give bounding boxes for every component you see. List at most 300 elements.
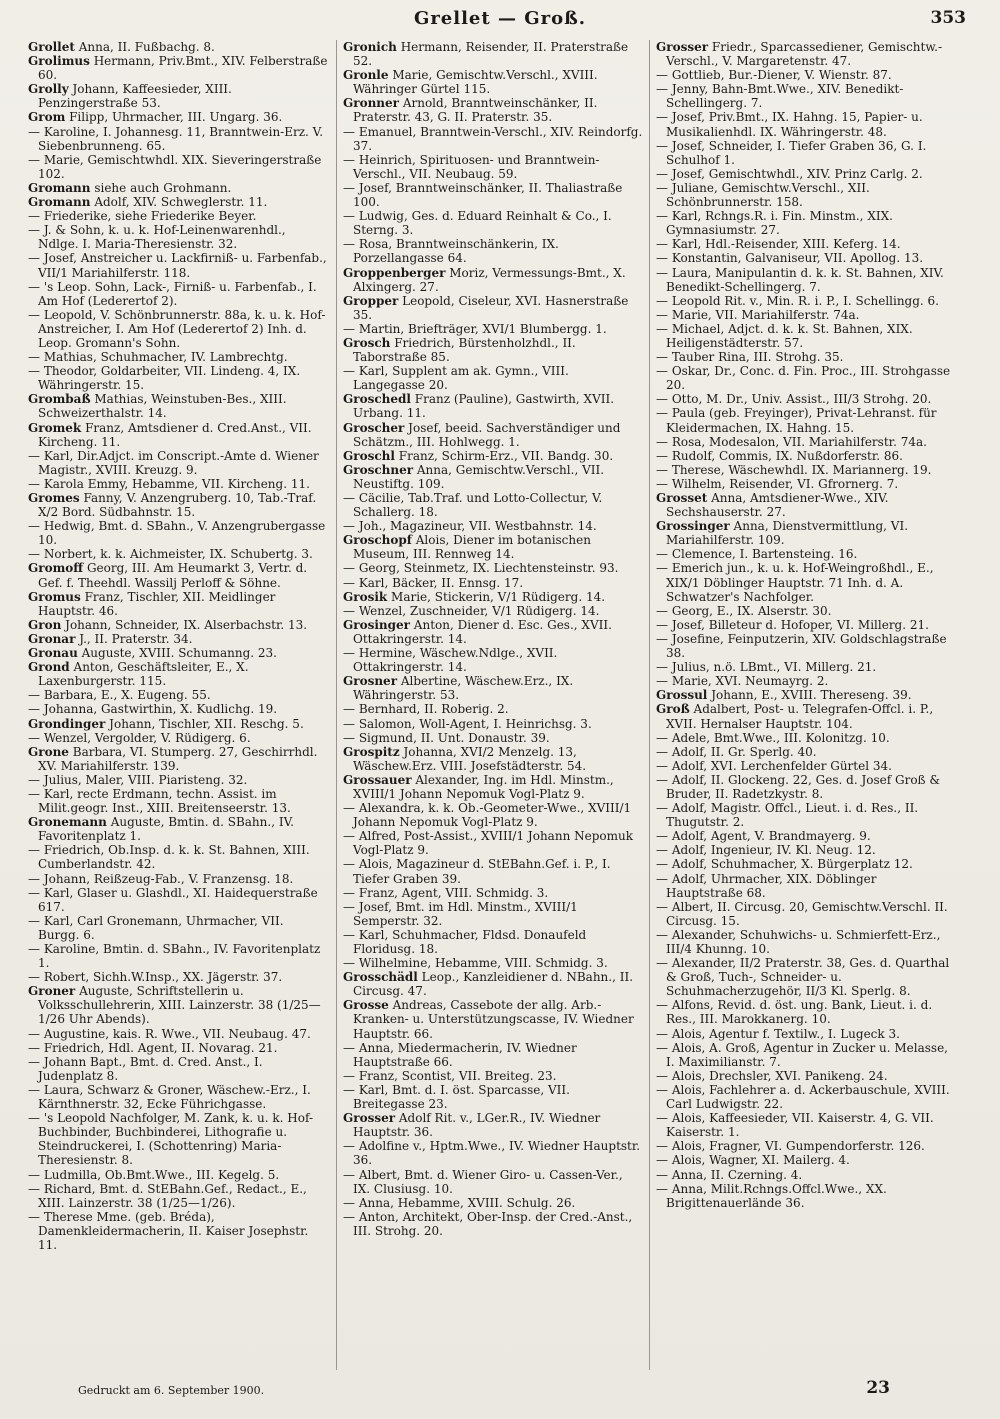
directory-entry (343, 956, 643, 970)
entry-text: — Alois, Magazineur d. StEBahn.Gef. i. P., I. Tiefer Graben 39. (343, 857, 611, 886)
entry-text: Adolf, XIV. Schweglerstr. 11. (94, 195, 268, 210)
entry-text: — Adolfine v., Hptm.Wwe., IV. Wiedner Hauptstr. 36. (343, 1139, 641, 1168)
entry-text: Anna, Amtsdiener-Wwe., XIV. Sechshauserstr. 27. (666, 491, 889, 520)
entry-text: — Martin, Briefträger, XVI/1 Blumbergg. 1. (343, 321, 607, 336)
entry-text: — Anton, Architekt, Ober-Insp. der Cred.-Anst., III. Strohg. 20. (343, 1209, 633, 1238)
entry-text: — 's Leop. Sohn, Lack-, Firniß- u. Farbenfab., I. Am Hof (Lederertof 2). (28, 279, 317, 308)
directory-entry (28, 942, 328, 970)
directory-entry (28, 195, 328, 209)
directory-entry (343, 590, 643, 604)
entry-text: — Karl, Bäcker, II. Ennsg. 17. (343, 575, 524, 590)
directory-entry (656, 956, 956, 998)
directory-entry (28, 223, 328, 251)
directory-entry (28, 745, 328, 773)
directory-entry (28, 1083, 328, 1111)
entry-text: Anna, II. Fußbachg. 8. (78, 40, 215, 54)
entry-text: Albertine, Wäschew.Erz., IX. Währingerstr. 53. (353, 674, 574, 703)
entry-text: — Laura, Schwarz & Groner, Wäschew.-Erz., I. Kärnthnerstr. 32, Ecke Führichgasse. (28, 1082, 311, 1112)
entry-text: — Marie, VII. Mariahilferstr. 74a. (656, 307, 860, 322)
directory-entry (343, 125, 643, 153)
entry-text: — Wenzel, Vergolder, V. Rüdigerg. 6. (28, 730, 251, 745)
directory-entry (343, 717, 643, 731)
directory-entry (656, 604, 956, 618)
entry-surname: Grolimus (28, 54, 90, 69)
column-1 (28, 40, 328, 1370)
directory-entry (343, 970, 643, 998)
directory-entry (28, 491, 328, 519)
directory-entry (656, 139, 956, 167)
directory-entry (343, 576, 643, 590)
page-header (0, 6, 1000, 36)
entry-text: — Alois, Drechsler, XVI. Panikeng. 24. (656, 1068, 888, 1083)
directory-entry (656, 477, 956, 491)
entry-text: — Alois, A. Groß, Agentur in Zucker u. Melasse, I. Maximilianstr. 7. (656, 1040, 948, 1069)
entry-surname: Gronle (343, 68, 389, 83)
directory-entry (343, 674, 643, 702)
directory-entry (656, 618, 956, 632)
entry-text: — Alexandra, k. k. Ob.-Geometer-Wwe., XVIII/1 Johann Nepomuk Vogl-Platz 9. (343, 801, 632, 830)
directory-entry (343, 998, 643, 1040)
directory-entry (343, 364, 643, 392)
directory-entry (656, 237, 956, 251)
entry-text: — Josef, Bmt. im Hdl. Minstm., XVIII/1 Semperstr. 32. (343, 899, 578, 928)
directory-entry (656, 209, 956, 237)
directory-entry (28, 984, 328, 1026)
page-number: 353 (930, 8, 966, 28)
entry-text: Auguste, Bmtin. d. SBahn., IV. Favoritenplatz 1. (38, 815, 294, 844)
entry-text: — Johann, Reißzeug-Fab., V. Franzensg. 18. (28, 871, 294, 886)
entry-surname: Groner (28, 984, 76, 999)
entry-text: Auguste, XVIII. Schumanng. 23. (81, 646, 277, 661)
entry-surname: Grollet (28, 40, 75, 54)
directory-entry (343, 209, 643, 237)
entry-text: — Karl, Hdl.-Reisender, XIII. Keferg. 14. (656, 237, 901, 252)
entry-text: — Adolf, XVI. Lerchenfelder Gürtel 34. (656, 758, 892, 773)
entry-text: — Rosa, Modesalon, VII. Mariahilferstr. 74a. (656, 434, 927, 449)
directory-entry (343, 829, 643, 857)
entry-text: Alexander, Ing. im Hdl. Minstm., XVIII/1 Johann Nepomuk Vogl-Platz 9. (353, 772, 614, 801)
directory-entry (656, 857, 956, 871)
directory-entry (656, 350, 956, 364)
directory-entry (656, 491, 956, 519)
entry-surname: Gromann (28, 180, 91, 195)
directory-entry (656, 1041, 956, 1069)
entry-surname: Groschner (343, 462, 414, 477)
directory-entry (656, 745, 956, 759)
entry-text: — 's Leopold Nachfolger, M. Zank, k. u. k. Hof-Buchbinder, Buchbinderei, Lithografie u. Steindruckerei, I. (Schottenring) Maria-Theresienstr. 8. (28, 1111, 314, 1168)
directory-entry (656, 463, 956, 477)
directory-entry (28, 872, 328, 886)
directory-entry (28, 1041, 328, 1055)
entry-text: — Norbert, k. k. Aichmeister, IX. Schubertg. 3. (28, 547, 313, 562)
entry-surname: Gromek (28, 420, 82, 435)
entry-text: siehe auch Grohmann. (94, 180, 232, 195)
entry-text: — Leopold, V. Schönbrunnerstr. 88a, k. u. k. Hof-Anstreicher, I. Am Hof (Lederertof 2) Inh. d. Leop. Gromann's Sohn. (28, 307, 326, 350)
column-3 (656, 40, 956, 1370)
entry-text: — Therese Mme. (geb. Bréda), Damenkleidermacherin, II. Kaiser Josephstr. 11. (28, 1209, 309, 1252)
directory-entry (656, 1139, 956, 1153)
entry-text: Hermann, Reisender, II. Praterstraße 52. (353, 40, 629, 69)
directory-entry (28, 815, 328, 843)
directory-entry (343, 745, 643, 773)
entry-surname: Grosinger (343, 617, 410, 632)
directory-entry (28, 519, 328, 547)
directory-entry (656, 435, 956, 449)
directory-entry (343, 1083, 643, 1111)
entry-text: — Salomon, Woll-Agent, I. Heinrichsg. 3. (343, 716, 592, 731)
running-title: Grellet — Groß. (413, 8, 587, 29)
entry-text: — Heinrich, Spirituosen- und Branntwein-Verschl., VII. Neubaug. 59. (343, 152, 600, 181)
entry-text: Arnold, Branntweinschänker, II. Praterstr. 43, G. II. Praterstr. 35. (353, 96, 598, 125)
directory-entry (656, 364, 956, 392)
directory-entry (656, 688, 956, 702)
entry-surname: Gromann (28, 195, 91, 210)
entry-surname: Grossul (656, 688, 708, 703)
entry-text: — Laura, Manipulantin d. k. k. St. Bahnen, XIV. Benedikt-Schellingerg. 7. (656, 265, 944, 294)
entry-text: — Georg, Steinmetz, IX. Liechtensteinstr. 93. (343, 561, 619, 576)
entry-text: — Wilhelm, Reisender, VI. Gfrornerg. 7. (656, 476, 899, 491)
entry-text: — Clemence, I. Bartensteing. 16. (656, 547, 858, 562)
entry-text: — Friedrich, Ob.Insp. d. k. k. St. Bahnen, XIII. Cumberlandstr. 42. (28, 843, 310, 872)
directory-entry (656, 759, 956, 773)
directory-entry (28, 1182, 328, 1210)
entry-text: — Wilhelmine, Hebamme, VIII. Schmidg. 3. (343, 956, 608, 971)
print-date: Gedruckt am 6. September 1900. (78, 1384, 265, 1397)
entry-text: — Josef, Priv.Bmt., IX. Hahng. 15, Papier- u. Musikalienhdl. IX. Währingerstr. 48. (656, 110, 923, 139)
entry-text: — J. & Sohn, k. u. k. Hof-Leinenwarenhdl., Ndlge. I. Maria-Theresienstr. 32. (28, 223, 286, 252)
directory-entry (343, 1069, 643, 1083)
entry-text: — Juliane, Gemischtw.Verschl., XII. Schönbrunnerstr. 158. (656, 180, 870, 210)
entry-text: — Georg, E., IX. Alserstr. 30. (656, 603, 832, 618)
entry-surname: Grombaß (28, 392, 91, 407)
entry-text: — Albert, Bmt. d. Wiener Giro- u. Cassen-Ver., IX. Clusiusg. 10. (343, 1167, 623, 1196)
entry-surname: Grosner (343, 674, 398, 689)
sheet-number: 23 (866, 1378, 890, 1398)
directory-entry (343, 1139, 643, 1167)
entry-surname: Grosset (656, 491, 708, 505)
entry-text: — Alois, Agentur f. Textilw., I. Lugeck 3. (656, 1026, 900, 1041)
entry-surname: Grosse (343, 998, 389, 1013)
entry-text: Franz, Tischler, XII. Meidlinger Hauptstr. 46. (38, 589, 276, 618)
directory-entry (343, 449, 643, 463)
page-footer (0, 1378, 1000, 1406)
entry-text: — Michael, Adjct. d. k. k. St. Bahnen, XIX. Heiligenstädterstr. 57. (656, 321, 913, 350)
directory-entry (28, 280, 328, 308)
directory-entry (28, 618, 328, 632)
directory-entry (656, 1069, 956, 1083)
column-2 (343, 40, 643, 1370)
directory-entry (656, 829, 956, 843)
entry-text: — Josef, Billeteur d. Hofoper, VI. Millerg. 21. (656, 617, 929, 632)
directory-entry (343, 1196, 643, 1210)
entry-text: Franz, Schirm-Erz., VII. Bandg. 30. (398, 448, 614, 463)
directory-entry (28, 717, 328, 731)
directory-entry (656, 1153, 956, 1167)
entry-text: — Anna, Milit.Rchngs.Offcl.Wwe., XX. Brigittenauerlände 36. (656, 1181, 887, 1210)
entry-text: — Karoline, Bmtin. d. SBahn., IV. Favoritenplatz 1. (28, 942, 321, 971)
directory-entry (656, 1182, 956, 1210)
directory-entry (656, 843, 956, 857)
directory-entry (28, 702, 328, 716)
directory-entry (28, 731, 328, 745)
directory-entry (343, 68, 643, 96)
entry-text: — Anna, Miedermacherin, IV. Wiedner Hauptstraße 66. (343, 1040, 577, 1069)
entry-text: — Alexander, II/2 Praterstr. 38, Ges. d. Quarthal & Groß, Tuch-, Schneider- u. Schuhmacherzugehör, II/3 Kl. Sperlg. 8. (656, 956, 950, 999)
entry-text: Fanny, V. Anzengruberg. 10, Tab.-Traf. X/2 Bord. Südbahnstr. 15. (38, 491, 317, 520)
entry-text: — Augustine, kais. R. Wwe., VII. Neubaug. 47. (28, 1026, 311, 1041)
directory-entry (28, 660, 328, 688)
entry-text: — Ludwig, Ges. d. Eduard Reinhalt & Co., I. Sterng. 3. (343, 209, 612, 238)
entry-text: — Karl, Glaser u. Glashdl., XI. Haidequerstraße 617. (28, 885, 318, 914)
entry-text: — Karl, Supplent am ak. Gymn., VIII. Langegasse 20. (343, 364, 569, 393)
entry-surname: Gronich (343, 40, 397, 54)
entry-surname: Groscher (343, 420, 405, 435)
entry-surname: Groschedl (343, 392, 411, 407)
directory-entry (656, 998, 956, 1026)
directory-entry (343, 604, 643, 618)
entry-text: — Karola Emmy, Hebamme, VII. Kircheng. 11. (28, 476, 310, 491)
directory-entry (656, 40, 956, 68)
entry-text: Leop., Kanzleidiener d. NBahn., II. Circusg. 47. (353, 970, 634, 999)
entry-text: — Otto, M. Dr., Univ. Assist., III/3 Strohg. 20. (656, 392, 932, 407)
entry-surname: Grossinger (656, 519, 730, 534)
entry-text: Leopold, Ciseleur, XVI. Hasnerstraße 35. (353, 293, 629, 322)
entry-text: — Wenzel, Zuschneider, V/1 Rüdigerg. 14. (343, 603, 600, 618)
directory-entry (28, 181, 328, 195)
entry-surname: Gromes (28, 491, 80, 505)
entry-surname: Grospitz (343, 744, 400, 759)
directory-entry (656, 1168, 956, 1182)
entry-text: — Cäcilie, Tab.Traf. und Lotto-Collectur, V. Schallerg. 18. (343, 491, 603, 520)
directory-entry (28, 449, 328, 477)
directory-entry (656, 392, 956, 406)
directory-entry (28, 1027, 328, 1041)
directory-entry (28, 886, 328, 914)
directory-entry (28, 350, 328, 364)
directory-entry (343, 336, 643, 364)
entry-text: — Julius, n.ö. LBmt., VI. Millerg. 21. (656, 660, 877, 675)
entry-text: — Franz, Scontist, VII. Breiteg. 23. (343, 1068, 557, 1083)
directory-entry (656, 632, 956, 660)
entry-surname: Grond (28, 660, 70, 675)
directory-entry (656, 773, 956, 801)
entry-surname: Groppenberger (343, 265, 446, 280)
entry-text: — Josef, Branntweinschänker, II. Thaliastraße 100. (343, 180, 623, 210)
directory-entry (343, 646, 643, 674)
directory-entry (343, 1210, 643, 1238)
entry-text: Alois, Diener im botanischen Museum, III. Rennweg 14. (353, 533, 591, 562)
entry-text: — Karoline, I. Johannesg. 11, Branntwein-Erz. V. Siebenbrunneng. 65. (28, 124, 324, 153)
entry-text: Moriz, Vermessungs-Bmt., X. Alxingerg. 27. (353, 265, 626, 294)
entry-text: — Tauber Rina, III. Strohg. 35. (656, 350, 844, 365)
entry-text: — Oskar, Dr., Conc. d. Fin. Proc., III. Strohgasse 20. (656, 364, 951, 393)
entry-text: — Rudolf, Commis, IX. Nußdorferstr. 86. (656, 448, 903, 463)
entry-text: — Josef, Anstreicher u. Lackfirniß- u. Farbenfab., VII/1 Mariahilferstr. 118. (28, 251, 327, 280)
entry-text: — Franz, Agent, VIII. Schmidg. 3. (343, 885, 549, 900)
entry-text: Marie, Gemischtw.Verschl., XVIII. Währinger Gürtel 115. (353, 68, 598, 97)
directory-entry (656, 702, 956, 730)
directory-entry (28, 561, 328, 589)
entry-text: — Alfred, Post-Assist., XVIII/1 Johann Nepomuk Vogl-Platz 9. (343, 829, 633, 858)
entry-text: — Ludmilla, Ob.Bmt.Wwe., III. Kegelg. 5. (28, 1167, 280, 1182)
directory-entry (656, 1111, 956, 1139)
entry-surname: Groschl (343, 448, 395, 463)
entry-surname: Groschopf (343, 533, 412, 548)
entry-surname: Grosser (656, 40, 709, 54)
entry-text: — Anna, Hebamme, XVIII. Schulg. 26. (343, 1195, 576, 1210)
directory-entry (343, 266, 643, 294)
directory-entry (28, 1168, 328, 1182)
entry-text: Friedrich, Bürstenholzhdl., II. Taborstraße 85. (353, 335, 576, 365)
entry-surname: Grosschädl (343, 970, 418, 985)
entry-text: — Alois, Wagner, XI. Mailerg. 4. (656, 1153, 850, 1168)
directory-entry (343, 801, 643, 829)
entry-text: — Johanna, Gastwirthin, X. Kudlichg. 19. (28, 702, 278, 717)
entry-surname: Gromus (28, 589, 81, 604)
entry-text: — Barbara, E., X. Eugeng. 55. (28, 688, 211, 703)
directory-entry (28, 843, 328, 871)
entry-text: — Gottlieb, Bur.-Diener, V. Wienstr. 87. (656, 68, 892, 83)
entry-text: Johann, Kaffeesieder, XIII. Penzingerstraße 53. (38, 82, 232, 111)
entry-text: — Alfons, Revid. d. öst. ung. Bank, Lieut. i. d. Res., III. Marokkanerg. 10. (656, 998, 933, 1027)
entry-text: Auguste, Schriftstellerin u. Volksschullehrerin, XIII. Lainzerstr. 38 (1/25—1/26 Uhr Abends). (38, 984, 321, 1027)
directory-entry (28, 110, 328, 124)
directory-entry (343, 294, 643, 322)
directory-entry (28, 646, 328, 660)
entry-text: Adolf Rit. v., LGer.R., IV. Wiedner Hauptstr. 36. (353, 1111, 601, 1140)
entry-text: — Adolf, Schuhmacher, X. Bürgerplatz 12. (656, 857, 913, 872)
directory-entry (343, 773, 643, 801)
entry-text: — Anna, II. Czerning. 4. (656, 1167, 803, 1182)
directory-entry (28, 54, 328, 82)
entry-surname: Grossauer (343, 772, 412, 787)
entry-text: — Jenny, Bahn-Bmt.Wwe., XIV. Benedikt-Schellingerg. 7. (656, 82, 904, 111)
entry-surname: Grone (28, 744, 69, 759)
directory-entry (343, 40, 643, 68)
directory-entry (656, 449, 956, 463)
directory-entry (28, 209, 328, 223)
directory-entry (656, 872, 956, 900)
entry-text: Friedr., Sparcassediener, Gemischtw.-Verschl., V. Margaretenstr. 47. (666, 40, 943, 69)
entry-text: — Marie, Gemischtwhdl. XIX. Sieveringerstraße 102. (28, 152, 322, 181)
entry-text: — Alexander, Schuhwichs- u. Schmierfett-Erz., III/4 Khunng. 10. (656, 927, 941, 956)
entry-text: Josef, beeid. Sachverständiger und Schätzm., III. Hohlwegg. 1. (353, 420, 621, 449)
entry-text: Anna, Dienstvermittlung, VI. Mariahilferstr. 109. (666, 519, 909, 548)
directory-entry (28, 125, 328, 153)
directory-entry (343, 519, 643, 533)
directory-entry (656, 1027, 956, 1041)
entry-text: Anna, Gemischtw.Verschl., VII. Neustiftg. 109. (353, 462, 605, 491)
directory-entry (28, 970, 328, 984)
directory-entry (656, 928, 956, 956)
directory-entry (28, 547, 328, 561)
entry-text: Franz (Pauline), Gastwirth, XVII. Urbang. 11. (353, 392, 615, 421)
directory-entry (343, 731, 643, 745)
directory-entry (343, 533, 643, 561)
entry-text: — Alois, Fachlehrer a. d. Ackerbauschule, XVIII. Carl Ludwigstr. 22. (656, 1082, 950, 1112)
entry-text: — Friedrich, Hdl. Agent, II. Novarag. 21. (28, 1040, 278, 1055)
directory-entry (656, 660, 956, 674)
directory-entry (28, 914, 328, 942)
directory-entry (343, 561, 643, 575)
entry-surname: Grom (28, 110, 66, 125)
entry-text: Johann, Schneider, IX. Alserbachstr. 13. (65, 617, 308, 632)
directory-entry (656, 1083, 956, 1111)
entry-surname: Gronau (28, 646, 78, 661)
directory-entry (28, 153, 328, 181)
entry-text: Hermann, Priv.Bmt., XIV. Felberstraße 60. (38, 54, 328, 83)
directory-entry (656, 322, 956, 350)
entry-text: — Hedwig, Bmt. d. SBahn., V. Anzengrubergasse 10. (28, 519, 326, 548)
entry-text: — Alois, Fragner, VI. Gumpendorferstr. 126. (656, 1139, 925, 1154)
entry-text: — Karl, Dir.Adjct. im Conscript.-Amte d. Wiener Magistr., XVIII. Kreuzg. 9. (28, 448, 319, 477)
directory-entry (343, 618, 643, 646)
entry-surname: Gromoff (28, 561, 84, 576)
entry-text: Anton, Diener d. Esc. Ges., XVII. Ottakringerstr. 14. (353, 617, 612, 646)
directory-entry (656, 167, 956, 181)
entry-text: — Joh., Magazineur, VII. Westbahnstr. 14. (343, 519, 597, 534)
entry-text: Franz, Amtsdiener d. Cred.Anst., VII. Kircheng. 11. (38, 420, 312, 449)
entry-text: — Karl, Bmt. d. I. öst. Sparcasse, VII. Breitegasse 23. (343, 1082, 570, 1112)
entry-text: — Therese, Wäschewhdl. IX. Mariannerg. 19. (656, 462, 932, 477)
directory-entry (343, 491, 643, 519)
directory-entry (656, 547, 956, 561)
directory-entry (343, 900, 643, 928)
entry-text: — Adolf, Agent, V. Brandmayerg. 9. (656, 829, 871, 844)
entry-text: — Konstantin, Galvaniseur, VII. Apollog. 13. (656, 251, 924, 266)
directory-entry (343, 702, 643, 716)
directory-entry (656, 181, 956, 209)
entry-text: — Marie, XVI. Neumayrg. 2. (656, 674, 829, 689)
entry-surname: Grosch (343, 335, 391, 350)
entry-text: Johanna, XVI/2 Menzelg. 13, Wäschew.Erz. VIII. Josefstädterstr. 54. (353, 744, 587, 773)
entry-text: Adalbert, Post- u. Telegrafen-Offcl. i. P., XVII. Hernalser Hauptstr. 104. (666, 702, 934, 731)
column-divider (336, 40, 337, 1370)
entry-text: — Josefine, Feinputzerin, XIV. Goldschlagstraße 38. (656, 631, 947, 661)
entry-surname: Gron (28, 617, 62, 632)
entry-surname: Grolly (28, 82, 69, 97)
directory-entry (28, 477, 328, 491)
directory-entry (343, 463, 643, 491)
directory-entry (656, 561, 956, 603)
directory-entry (28, 1111, 328, 1167)
entry-text: Anton, Geschäftsleiter, E., X. Laxenburgerstr. 115. (38, 660, 249, 689)
directory-entry (28, 590, 328, 618)
directory-entry (28, 688, 328, 702)
directory-entry (28, 421, 328, 449)
directory-entry (656, 406, 956, 434)
entry-text: Johann, E., XVIII. Thereseng. 39. (711, 688, 912, 703)
entry-text: — Leopold Rit. v., Min. R. i. P., I. Schellingg. 6. (656, 293, 939, 308)
entry-text: — Alois, Kaffeesieder, VII. Kaiserstr. 4, G. VII. Kaiserstr. 1. (656, 1111, 934, 1140)
entry-text: — Adolf, II. Glockeng. 22, Ges. d. Josef Groß & Bruder, II. Radetzkystr. 8. (656, 772, 941, 801)
entry-text: — Emanuel, Branntwein-Verschl., XIV. Reindorfg. 37. (343, 124, 643, 153)
directory-entry (656, 801, 956, 829)
directory-entry (656, 674, 956, 688)
directory-entry (656, 519, 956, 547)
directory-entry (343, 1111, 643, 1139)
directory-entry (343, 1168, 643, 1196)
directory-entry (656, 266, 956, 294)
entry-text: — Josef, Gemischtwhdl., XIV. Prinz Carlg. 2. (656, 166, 923, 181)
entry-text: — Bernhard, II. Roberig. 2. (343, 702, 509, 717)
entry-text: — Julius, Maler, VIII. Piaristeng. 32. (28, 772, 248, 787)
entry-text: — Robert, Sichh.W.Insp., XX. Jägerstr. 37. (28, 970, 283, 985)
directory-entry (656, 900, 956, 928)
entry-text: Johann, Tischler, XII. Reschg. 5. (109, 716, 304, 731)
entry-text: Marie, Stickerin, V/1 Rüdigerg. 14. (391, 589, 606, 604)
entry-text: — Paula (geb. Freyinger), Privat-Lehranst. für Kleidermachen, IX. Hahng. 15. (656, 406, 937, 435)
